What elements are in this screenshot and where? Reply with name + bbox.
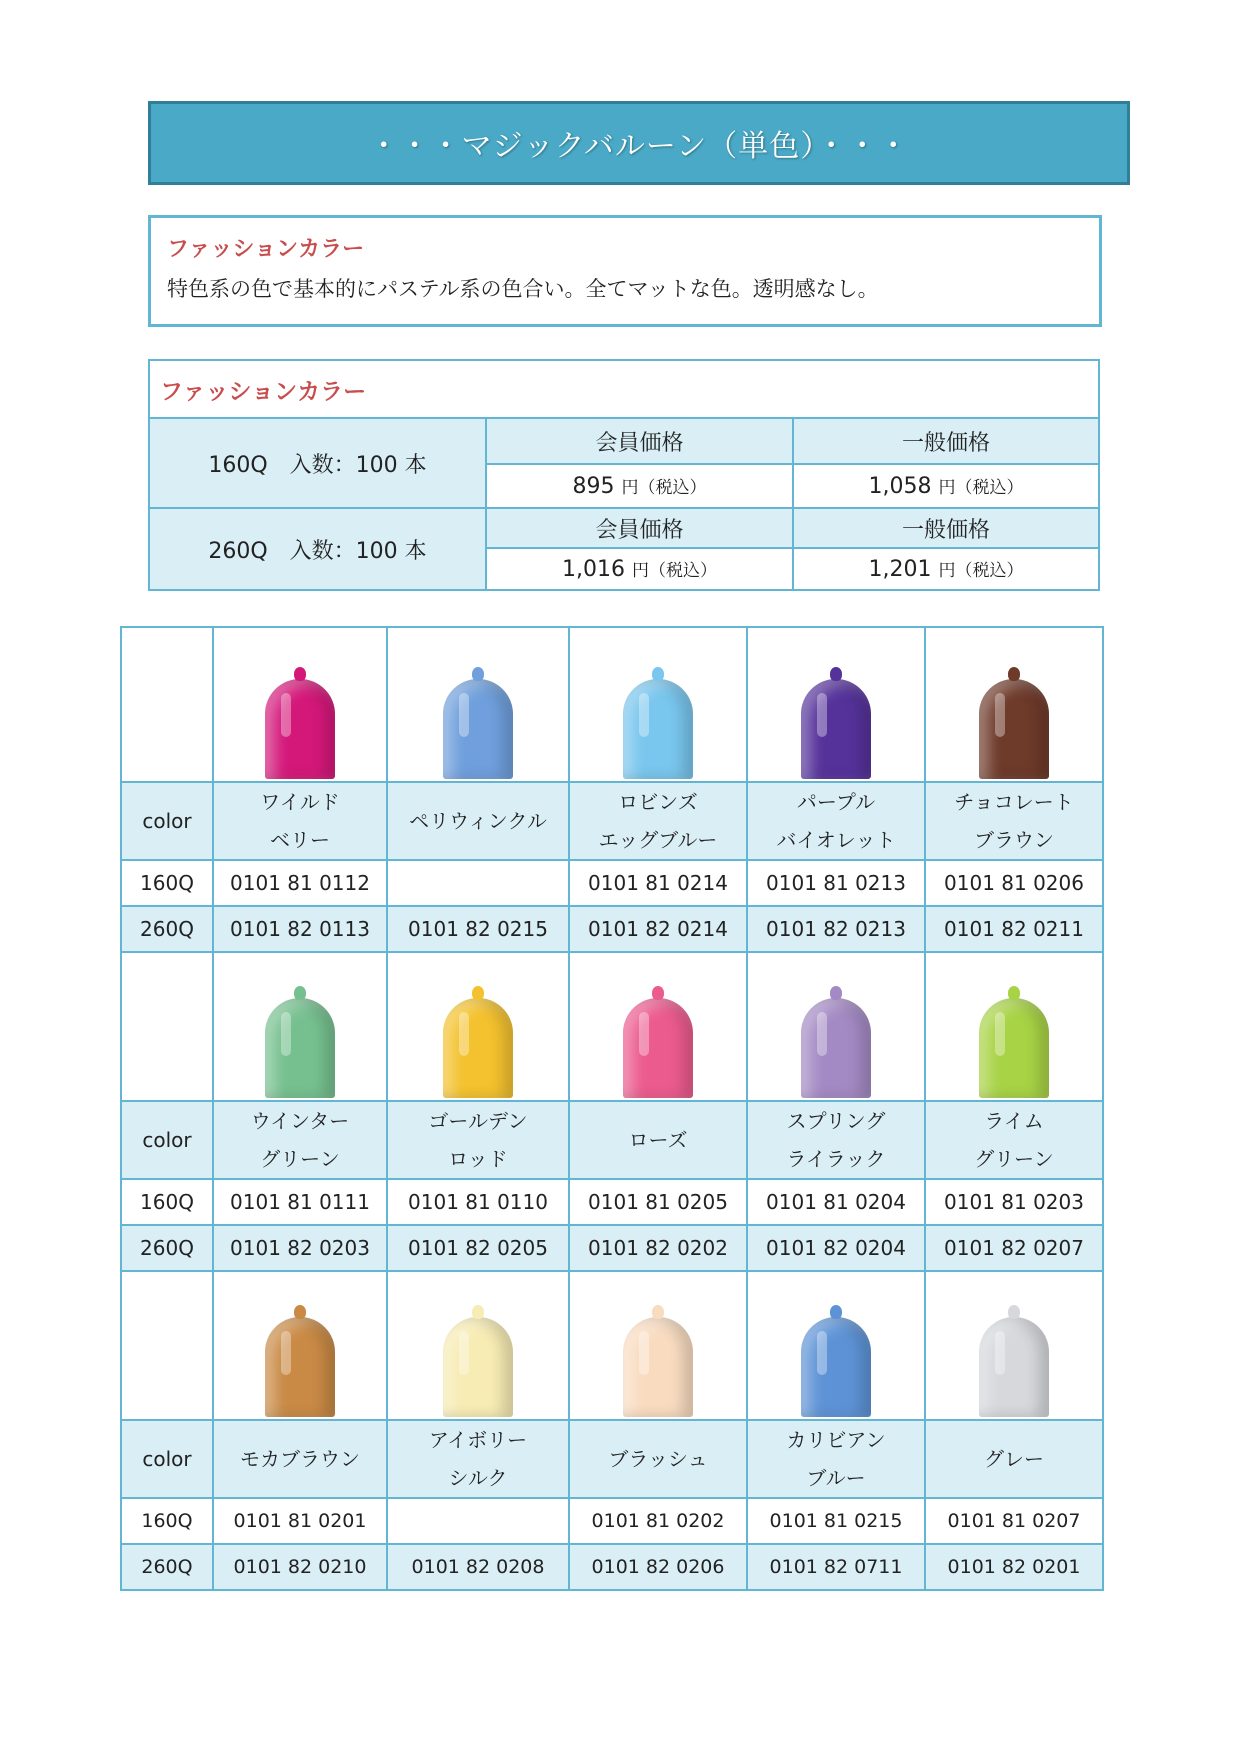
color-name-cell	[387, 1420, 569, 1498]
member-price-260q	[486, 548, 793, 590]
balloon-icon	[265, 679, 335, 779]
product-code-cell: 0101 82 0211	[925, 906, 1103, 952]
balloon-icon	[979, 1317, 1049, 1417]
color-name-cell	[213, 1101, 387, 1179]
balloon-icon	[443, 998, 513, 1098]
product-code-cell: 0101 82 0204	[747, 1225, 925, 1271]
color-name-line1: ライム	[984, 1109, 1044, 1133]
code-row-q260	[121, 906, 1103, 952]
color-name-line1: ゴールデン	[428, 1109, 528, 1133]
empty-cell	[121, 952, 213, 1101]
balloon-image-row	[121, 1271, 1103, 1420]
balloon-image-cell	[925, 1271, 1103, 1420]
product-code-cell: 0101 81 0203	[925, 1179, 1103, 1225]
general-price-header: 一般価格	[793, 418, 1099, 464]
member-price-160q	[486, 464, 793, 508]
color-name-line1: チョコレート	[954, 790, 1074, 814]
color-name-line1: ローズ	[628, 1128, 688, 1152]
color-name-line2: ロッド	[448, 1147, 508, 1171]
color-name-line2: ブラウン	[974, 828, 1054, 852]
price-unit: 円（税込）	[938, 478, 1024, 498]
code-row-q160	[121, 1179, 1103, 1225]
color-name-line2: シルク	[448, 1466, 508, 1490]
color-name-line1: アイボリー	[428, 1428, 528, 1452]
balloon-icon	[443, 1317, 513, 1417]
color-name-line1: ウインター	[250, 1109, 350, 1133]
product-code-cell: 0101 81 0111	[213, 1179, 387, 1225]
color-row-label: color	[121, 1101, 213, 1179]
page-banner: ・・・マジックバルーン（単色）・・・	[148, 101, 1130, 185]
product-code-cell: 0101 81 0202	[569, 1498, 747, 1544]
general-price-header: 一般価格	[793, 508, 1099, 548]
color-name-cell	[569, 1420, 747, 1498]
size-label-q260: 260Q	[121, 1544, 213, 1590]
product-code-cell: 0101 82 0201	[925, 1544, 1103, 1590]
color-name-line2: グリーン	[974, 1147, 1054, 1171]
color-name-line2: グリーン	[260, 1147, 340, 1171]
color-name-line1: モカブラウン	[240, 1447, 360, 1471]
product-code-cell: 0101 82 0214	[569, 906, 747, 952]
color-name-line1: スプリング	[786, 1109, 886, 1133]
empty-cell	[121, 627, 213, 782]
color-name-line2: バイオレット	[776, 828, 896, 852]
price-value: 1,201	[868, 557, 932, 582]
balloon-image-cell	[747, 627, 925, 782]
balloon-image-cell	[387, 627, 569, 782]
product-code-cell: 0101 82 0207	[925, 1225, 1103, 1271]
color-name-line1: グレー	[984, 1447, 1044, 1471]
product-code-cell: 0101 82 0213	[747, 906, 925, 952]
balloon-image-cell	[747, 1271, 925, 1420]
color-name-cell	[925, 1101, 1103, 1179]
color-name-line1: パープル	[796, 790, 876, 814]
product-code-cell: 0101 82 0202	[569, 1225, 747, 1271]
color-name-line1: カリビアン	[786, 1428, 886, 1452]
balloon-image-cell	[569, 952, 747, 1101]
color-name-line2: ブルー	[806, 1466, 866, 1490]
product-code-cell: 0101 82 0113	[213, 906, 387, 952]
general-price-260q	[793, 548, 1099, 590]
size-label-q160: 160Q	[121, 860, 213, 906]
product-code-cell: 0101 81 0214	[569, 860, 747, 906]
balloon-icon	[265, 998, 335, 1098]
balloon-image-cell	[925, 627, 1103, 782]
color-name-line1: ロビンズ	[618, 790, 698, 814]
product-code-cell: 0101 81 0204	[747, 1179, 925, 1225]
product-code-cell: 0101 81 0201	[213, 1498, 387, 1544]
balloon-icon	[801, 679, 871, 779]
balloon-icon	[623, 1317, 693, 1417]
color-name-line1: ワイルド	[260, 790, 340, 814]
color-name-cell	[747, 782, 925, 860]
color-name-line2: ベリー	[270, 828, 330, 852]
color-row-label: color	[121, 782, 213, 860]
product-code-cell: 0101 81 0207	[925, 1498, 1103, 1544]
balloon-icon	[623, 998, 693, 1098]
balloon-icon	[443, 679, 513, 779]
product-code-cell: 0101 82 0208	[387, 1544, 569, 1590]
size-label-260q: 260Q 入数：100 本	[149, 508, 486, 590]
color-name-cell	[925, 1420, 1103, 1498]
member-price-header: 会員価格	[486, 508, 793, 548]
size-label-q160: 160Q	[121, 1179, 213, 1225]
balloon-icon	[801, 998, 871, 1098]
size-label-q260: 260Q	[121, 1225, 213, 1271]
general-price-160q	[793, 464, 1099, 508]
color-name-cell	[213, 1420, 387, 1498]
description-box	[148, 215, 1102, 327]
balloon-image-cell	[213, 952, 387, 1101]
code-row-q160	[121, 860, 1103, 906]
balloon-image-row	[121, 952, 1103, 1101]
balloon-icon	[979, 679, 1049, 779]
color-name-line1: ペリウィンクル	[409, 809, 547, 833]
price-table-title: ファッションカラー	[149, 360, 1099, 418]
color-name-row	[121, 782, 1103, 860]
empty-cell	[121, 1271, 213, 1420]
balloon-image-cell	[213, 627, 387, 782]
size-label-q260: 260Q	[121, 906, 213, 952]
price-unit: 円（税込）	[631, 561, 717, 581]
color-name-cell	[569, 1101, 747, 1179]
product-code-cell: 0101 81 0213	[747, 860, 925, 906]
member-price-header: 会員価格	[486, 418, 793, 464]
price-table	[148, 359, 1100, 591]
color-name-cell	[747, 1101, 925, 1179]
balloon-icon	[623, 679, 693, 779]
color-name-line1: ブラッシュ	[608, 1447, 708, 1471]
balloon-image-row	[121, 627, 1103, 782]
balloon-image-cell	[213, 1271, 387, 1420]
color-name-cell	[747, 1420, 925, 1498]
product-code-cell: 0101 82 0210	[213, 1544, 387, 1590]
price-value: 895	[572, 474, 615, 499]
code-row-q260	[121, 1544, 1103, 1590]
price-value: 1,058	[868, 474, 932, 499]
product-code-cell: 0101 81 0215	[747, 1498, 925, 1544]
product-code-cell: 0101 82 0206	[569, 1544, 747, 1590]
price-value: 1,016	[562, 557, 625, 582]
balloon-icon	[265, 1317, 335, 1417]
balloon-icon	[801, 1317, 871, 1417]
product-code-cell: 0101 81 0205	[569, 1179, 747, 1225]
size-label-160q: 160Q 入数：100 本	[149, 418, 486, 508]
color-name-cell	[569, 782, 747, 860]
product-code-cell: 0101 81 0112	[213, 860, 387, 906]
product-code-cell: 0101 82 0711	[747, 1544, 925, 1590]
product-code-cell: 0101 81 0206	[925, 860, 1103, 906]
balloon-image-cell	[747, 952, 925, 1101]
color-name-row	[121, 1420, 1103, 1498]
color-name-cell	[925, 782, 1103, 860]
description-title: ファッションカラー	[167, 237, 365, 262]
color-name-cell	[387, 782, 569, 860]
color-name-row	[121, 1101, 1103, 1179]
balloon-image-cell	[569, 1271, 747, 1420]
color-row-label: color	[121, 1420, 213, 1498]
color-name-line2: ライラック	[786, 1147, 886, 1171]
balloon-image-cell	[387, 952, 569, 1101]
price-unit: 円（税込）	[621, 478, 707, 498]
code-row-q160	[121, 1498, 1103, 1544]
product-code-cell: 0101 82 0203	[213, 1225, 387, 1271]
color-code-table	[120, 626, 1104, 1591]
balloon-icon	[979, 998, 1049, 1098]
color-name-cell	[213, 782, 387, 860]
color-name-line2: エッグブルー	[598, 828, 718, 852]
description-text: 特色系の色で基本的にパステル系の色合い。全てマットな色。透明感なし。	[167, 277, 879, 301]
product-code-cell	[387, 1498, 569, 1544]
size-label-q160: 160Q	[121, 1498, 213, 1544]
color-name-cell	[387, 1101, 569, 1179]
product-code-cell: 0101 82 0205	[387, 1225, 569, 1271]
balloon-image-cell	[387, 1271, 569, 1420]
balloon-image-cell	[569, 627, 747, 782]
product-code-cell: 0101 81 0110	[387, 1179, 569, 1225]
product-code-cell	[387, 860, 569, 906]
price-unit: 円（税込）	[938, 561, 1024, 581]
balloon-image-cell	[925, 952, 1103, 1101]
product-code-cell: 0101 82 0215	[387, 906, 569, 952]
code-row-q260	[121, 1225, 1103, 1271]
